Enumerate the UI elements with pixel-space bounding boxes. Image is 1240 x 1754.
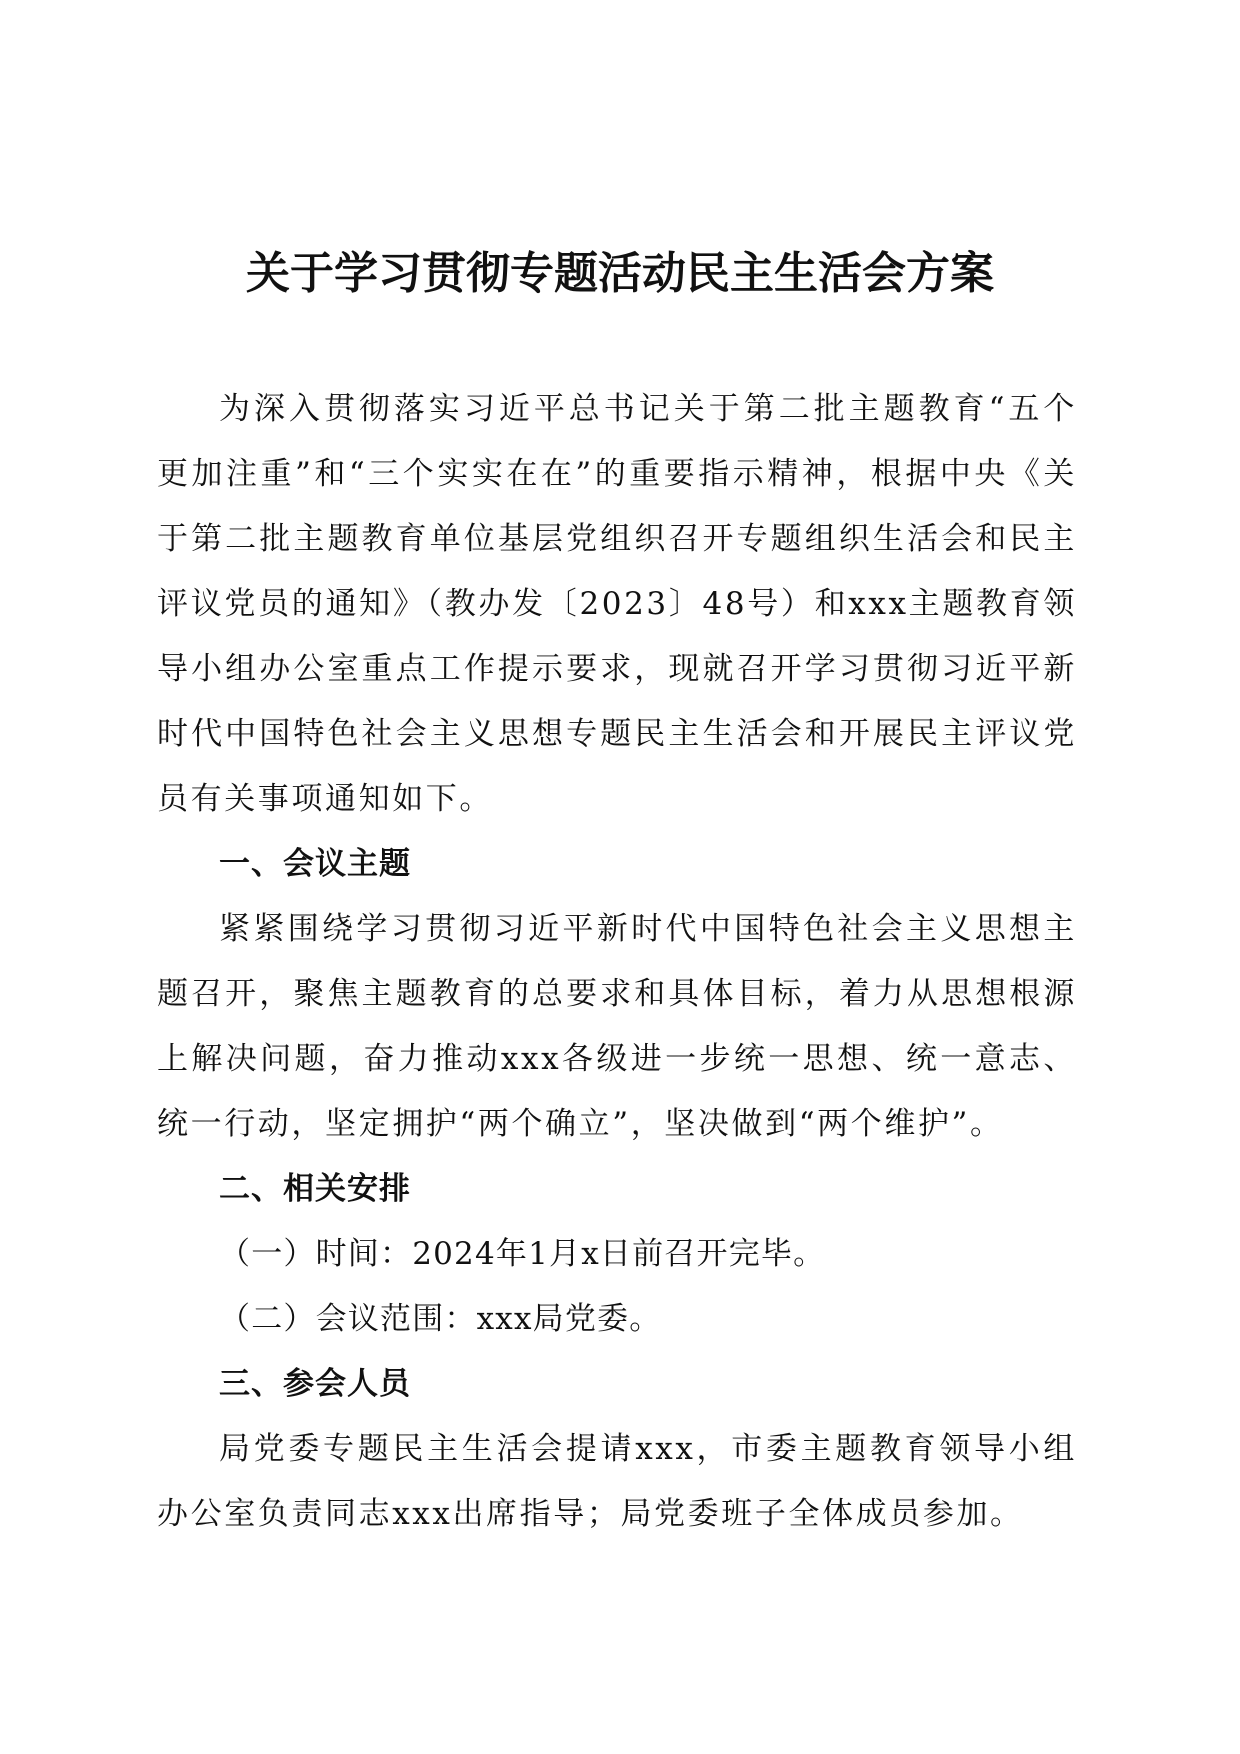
document-title: 关于学习贯彻专题活动民主生活会方案: [246, 248, 994, 299]
section-heading-theme: 一、会议主题: [219, 846, 411, 882]
section-theme-paragraph: 紧紧围绕学习贯彻习近平新时代中国特色社会主义思想主题召开，聚焦主题教育的总要求和具体目标，着力从思想根源上解决问题，奋力推动xxx各级进一步统一思想、统一意志、统一行动，坚定拥护“两个确立”，坚决做到“两个维护”。: [157, 911, 1077, 1142]
arrangement-time: （一）时间：2024年1月x日前召开完毕。: [219, 1236, 826, 1272]
intro-paragraph: 为深入贯彻落实习近平总书记关于第二批主题教育“五个更加注重”和“三个实实在在”的重要指示精神，根据中央《关于第二批主题教育单位基层党组织召开专题组织生活会和民主评议党员的通知》（教办发〔2023〕48号）和xxx主题教育领导小组办公室重点工作提示要求，现就召开学习贯彻习近平新时代中国特色社会主义思想专题民主生活会和开展民主评议党员有关事项通知如下。: [157, 391, 1077, 817]
document-body: [157, 377, 1077, 1547]
section-heading-attendees: 三、参会人员: [219, 1366, 411, 1402]
arrangement-scope: （二）会议范围：xxx局党委。: [219, 1301, 662, 1337]
section-heading-arrangements: 二、相关安排: [219, 1171, 411, 1207]
section-attendees-paragraph: 局党委专题民主生活会提请xxx，市委主题教育领导小组办公室负责同志xxx出席指导；局党委班子全体成员参加。: [157, 1431, 1077, 1532]
